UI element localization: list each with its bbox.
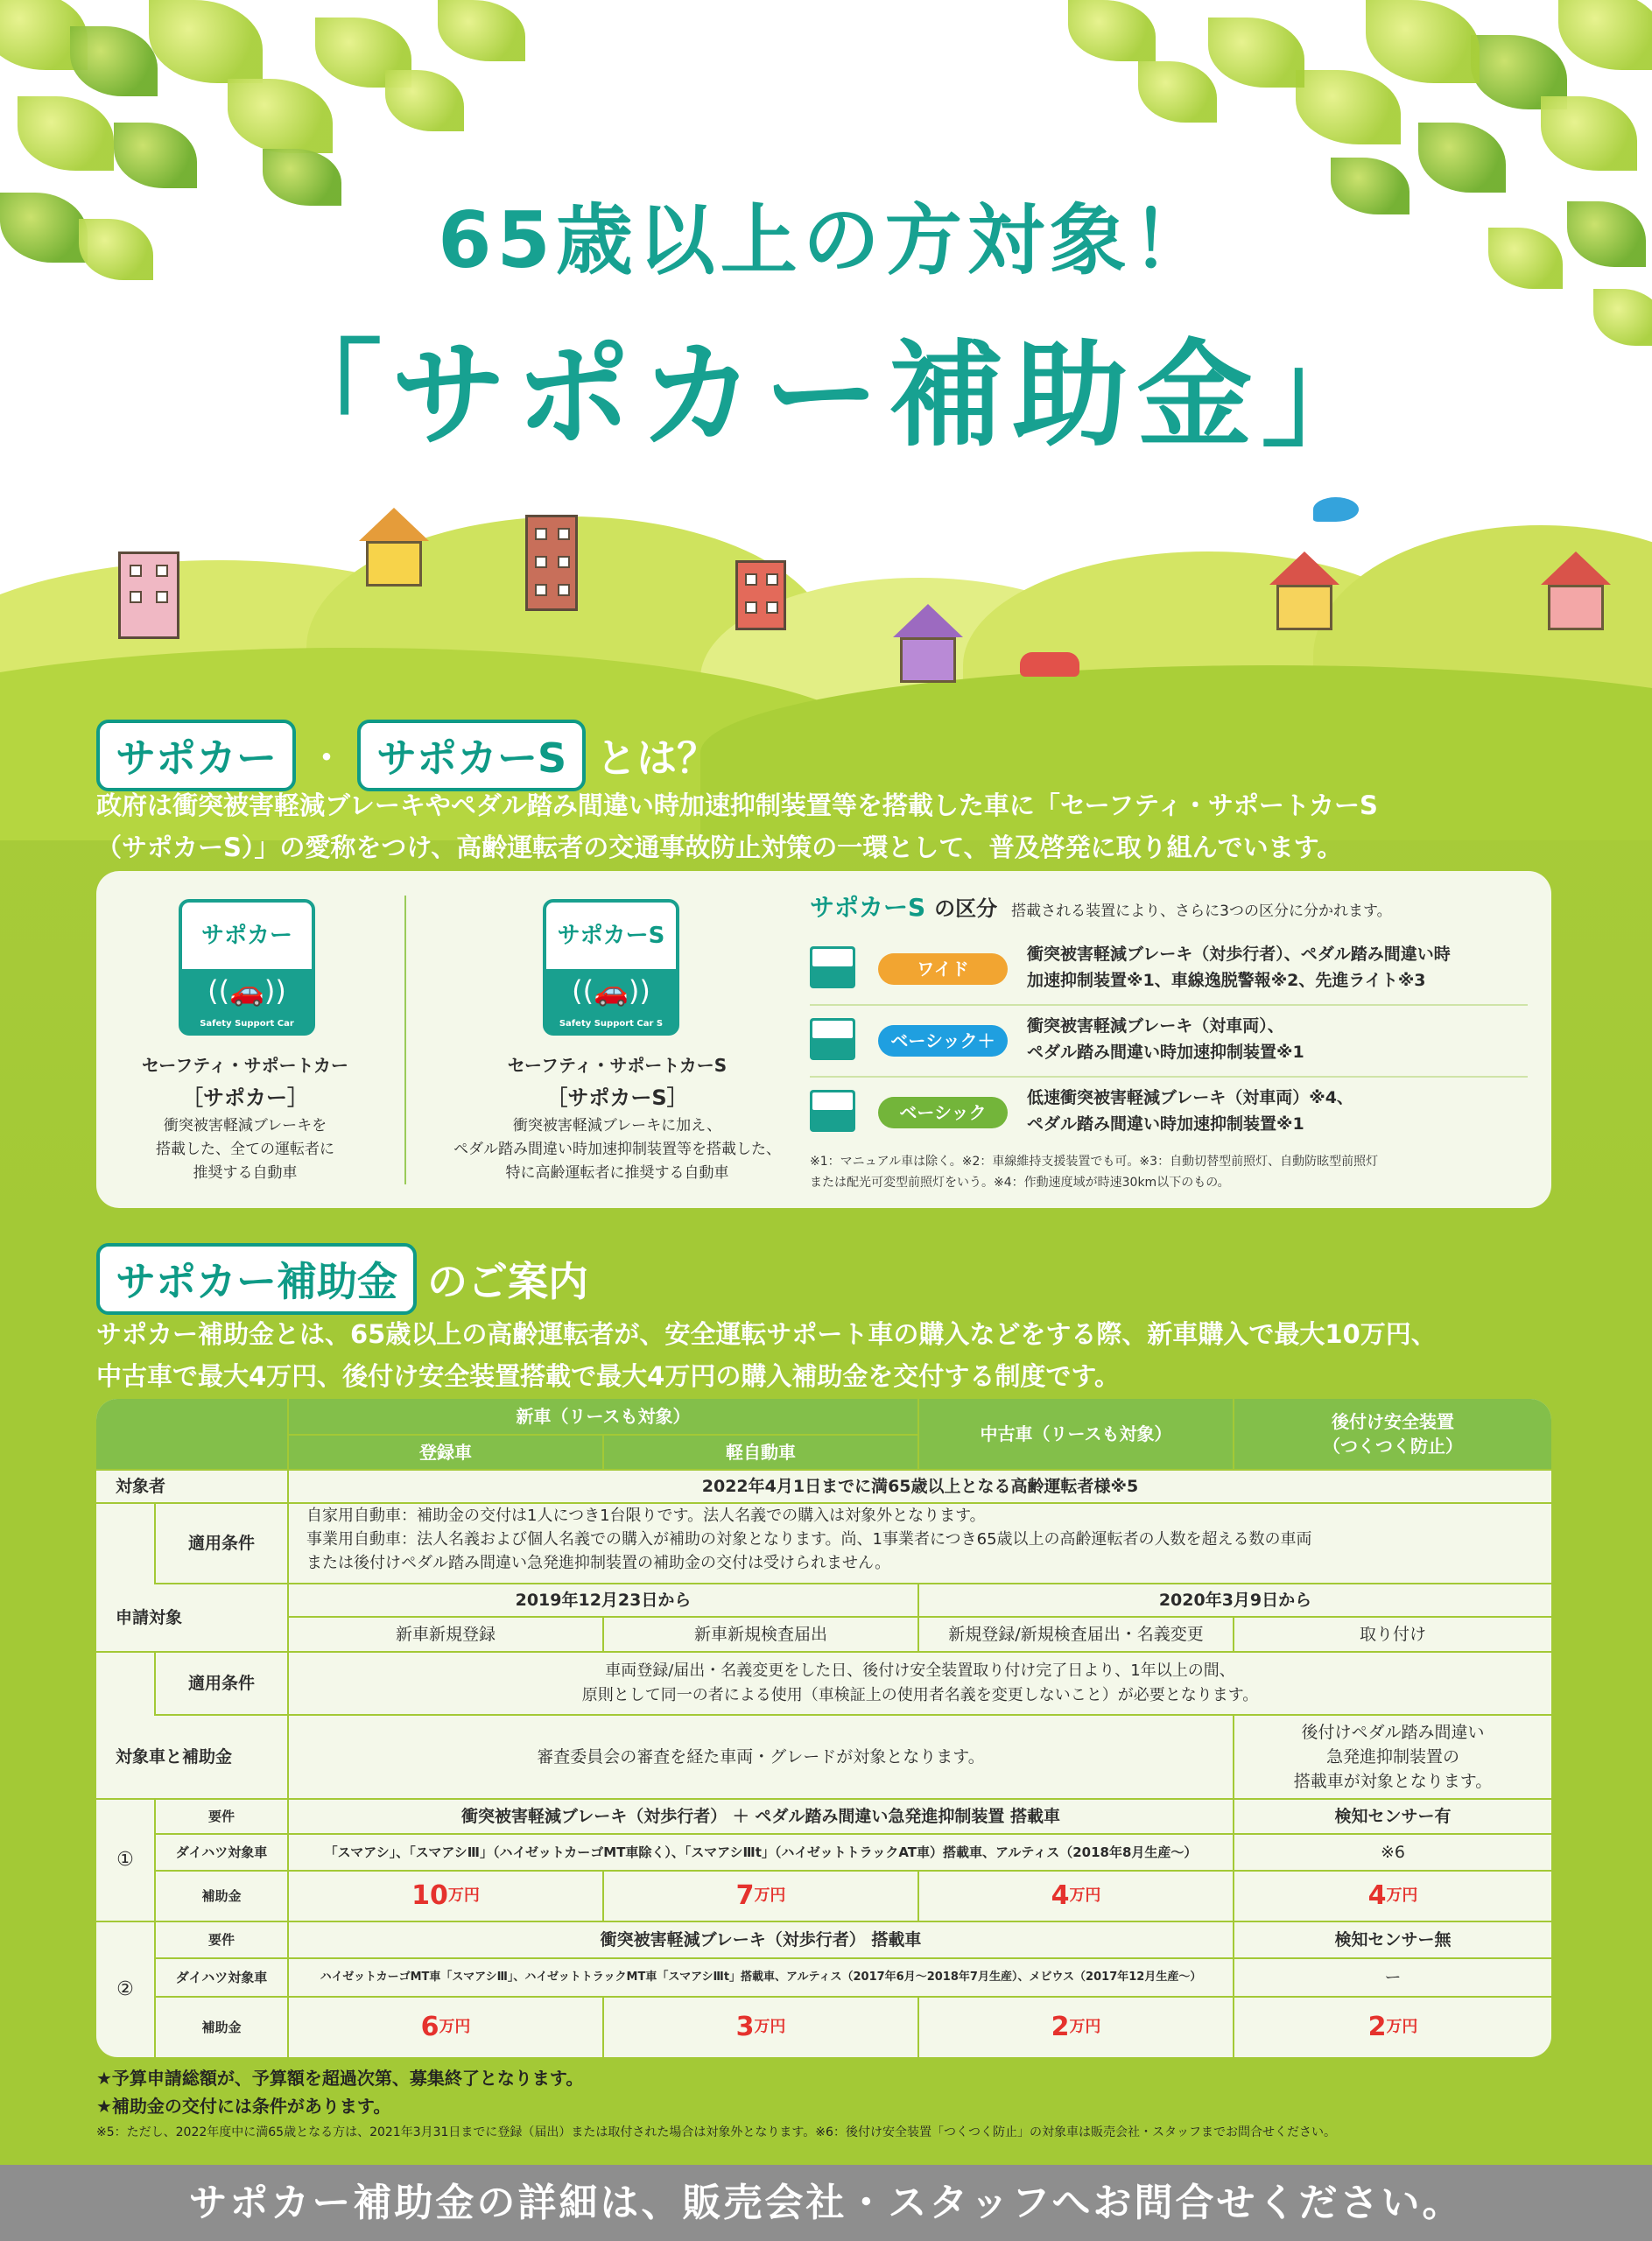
amount-value: 6 bbox=[420, 2012, 439, 2042]
badge-caption: Safety Support Car bbox=[200, 1019, 294, 1029]
sapocar-badge bbox=[179, 899, 315, 1036]
col-header-kei: 軽自動車 bbox=[604, 1436, 919, 1471]
g2-amount-label: 補助金 bbox=[156, 1998, 289, 2057]
amount-unit: 万円 bbox=[1386, 2018, 1418, 2036]
category-desc bbox=[1027, 1013, 1535, 1065]
g2-cars-label: ダイハツ対象車 bbox=[156, 1959, 289, 1998]
desc-line: 低速衝突被害軽減ブレーキ（対車両）※4、 bbox=[1027, 1088, 1353, 1107]
vehicle-value: 審査委員会の審査を経た車両・グレードが対象となります。 bbox=[289, 1716, 1234, 1800]
subsidy-logo: サポカー補助金 bbox=[96, 1243, 417, 1315]
section-guide-intro bbox=[96, 1313, 1567, 1397]
product2-name-small: セーフティ・サポートカーS bbox=[507, 1055, 728, 1076]
subsidy-table bbox=[96, 1399, 1551, 2057]
amount-value: 7 bbox=[735, 1880, 755, 1911]
desc-line: 衝突被害軽減ブレーキ（対歩行者）、ペダル踏み間違い時 bbox=[1027, 945, 1451, 964]
retrofit-line: 後付け安全装置 bbox=[1332, 1411, 1454, 1432]
category-tag: ベーシック bbox=[878, 1097, 1008, 1128]
product1-name-small: セーフティ・サポートカー bbox=[142, 1055, 348, 1076]
g2-amount-registered bbox=[289, 1998, 604, 2057]
g2-cars-retrofit: ー bbox=[1234, 1959, 1551, 1998]
amount-unit: 万円 bbox=[1386, 1886, 1418, 1905]
amount-value: 3 bbox=[735, 2012, 755, 2042]
condition-line: 事業用自動車：法人名義および個人名義での購入が補助の対象となります。尚、1事業者につき65歳以上の高齢運転者の人数を超える数の車両 bbox=[306, 1530, 1312, 1549]
section-what-is-intro bbox=[96, 784, 1567, 868]
amount-unit: 万円 bbox=[1069, 1886, 1101, 1905]
retrofit-line: 後付けペダル踏み間違い bbox=[1301, 1723, 1485, 1742]
sapocar-s-logo: サポカーS bbox=[357, 720, 586, 791]
g1-amount-registered bbox=[289, 1872, 604, 1922]
amount-value: 2 bbox=[1051, 2012, 1070, 2042]
intro-line: サポカー補助金とは、65歳以上の高齢運転者が、安全運転サポート車の購入などをする際、新車購入で最大10万円、 bbox=[96, 1319, 1437, 1349]
condition-line: 自家用自動車：補助金の交付は1人につき1台限りです。法人名義での購入は対象外となります。 bbox=[306, 1507, 986, 1525]
row-label-apply: 申請対象 bbox=[96, 1584, 289, 1653]
apply-date-new: 2019年12月23日から bbox=[289, 1584, 919, 1618]
categories-title: の区分 bbox=[934, 896, 998, 921]
amount-unit: 万円 bbox=[754, 1886, 786, 1905]
g1-amount-retrofit bbox=[1234, 1872, 1551, 1922]
g2-amount-used bbox=[919, 1998, 1234, 2057]
category-row-basic-plus bbox=[810, 1009, 1528, 1074]
indent-spacer bbox=[96, 1653, 156, 1716]
product1-name-big: ［サポカー］ bbox=[182, 1085, 308, 1110]
amount-unit: 万円 bbox=[1069, 2018, 1101, 2036]
footnote-details: ※5：ただし、2022年度中に満65歳となる方は、2021年3月31日までに登録（届出）または取付された場合は対象外となります。※6：後付け安全装置「つくつく防止」の対象車は販売会社・スタッフまでお問合せください。 bbox=[96, 2125, 1336, 2139]
product1-name bbox=[114, 1051, 376, 1111]
g2-req-retrofit: 検知センサー無 bbox=[1234, 1922, 1551, 1959]
categories-footnote bbox=[810, 1151, 1536, 1193]
desc-line: 衝突被害軽減ブレーキを bbox=[163, 1117, 327, 1135]
apply-registered: 新車新規登録 bbox=[289, 1618, 604, 1653]
footnote-budget: ★予算申請総額が、予算額を超過次第、募集終了となります。 bbox=[96, 2068, 584, 2089]
categories-subtitle: 搭載される装置により、さらに3つの区分に分かれます。 bbox=[1011, 903, 1392, 920]
mini-badge-icon bbox=[810, 946, 855, 988]
desc-line: ペダル踏み間違い時加速抑制装置等を搭載した、 bbox=[453, 1141, 781, 1158]
car-icon: ((🚗)) bbox=[572, 974, 650, 1008]
group2-number: ② bbox=[96, 1922, 156, 2057]
sapocar-info-panel bbox=[96, 871, 1551, 1208]
section-what-is-heading bbox=[96, 720, 717, 791]
apply-date-used: 2020年3月9日から bbox=[919, 1584, 1551, 1618]
g2-cars: ハイゼットカーゴMT車「スマアシⅢ」、ハイゼットトラックMT車「スマアシⅢt」搭載車、アルティス（2017年6月～2018年7月生産）、メビウス（2017年12月生産～） bbox=[289, 1959, 1234, 1998]
g1-cars: 「スマアシ」、「スマアシⅢ」（ハイゼットカーゴMT車除く）、「スマアシⅢt」（ハイゼットトラックAT車）搭載車、アルティス（2018年8月生産～） bbox=[289, 1835, 1234, 1872]
g2-req-label: 要件 bbox=[156, 1922, 289, 1959]
product2-name-big: ［サポカーS］ bbox=[546, 1085, 688, 1110]
condition-line: 車両登録/届出・名義変更をした日、後付け安全装置取り付け完了日より、1年以上の間、 bbox=[605, 1661, 1235, 1680]
section-what-is-suffix: とは？ bbox=[596, 734, 718, 782]
g2-amount-retrofit bbox=[1234, 1998, 1551, 2057]
sapocar-s-logo-small: サポカーS bbox=[810, 893, 926, 922]
row-rule bbox=[810, 1004, 1528, 1006]
desc-line: ペダル踏み間違い時加速抑制装置※1 bbox=[1027, 1043, 1304, 1062]
col-header-used: 中古車（リースも対象） bbox=[919, 1399, 1234, 1471]
g1-requirement: 衝突被害軽減ブレーキ（対歩行者） ＋ ペダル踏み間違い急発進抑制装置 搭載車 bbox=[289, 1800, 1234, 1835]
condition-text bbox=[289, 1504, 1551, 1584]
group1-number: ① bbox=[96, 1800, 156, 1922]
row-label-target: 対象者 bbox=[96, 1471, 289, 1504]
category-row-basic bbox=[810, 1081, 1528, 1146]
table-corner bbox=[96, 1399, 289, 1471]
desc-line: 特に高齢運転者に推奨する自動車 bbox=[505, 1164, 729, 1182]
condition-line: または後付けペダル踏み間違い急発進抑制装置の補助金の交付は受けられません。 bbox=[306, 1554, 891, 1572]
desc-line: 搭載した、全ての運転者に bbox=[156, 1141, 334, 1158]
apply-used: 新規登録/新規検査届出・名義変更 bbox=[919, 1618, 1234, 1653]
note-line: または配光可変型前照灯をいう。※4：作動速度域が時速30km以下のもの。 bbox=[810, 1176, 1230, 1190]
section-guide-heading bbox=[96, 1243, 588, 1315]
footnotes bbox=[96, 2064, 1585, 2143]
row-label-vehicle: 対象車と補助金 bbox=[96, 1716, 289, 1800]
mini-badge-icon bbox=[810, 1018, 855, 1060]
condition2-text bbox=[289, 1653, 1551, 1716]
col-header-new: 新車（リースも対象） bbox=[289, 1399, 919, 1436]
g1-req-label: 要件 bbox=[156, 1800, 289, 1835]
amount-value: 4 bbox=[1051, 1880, 1070, 1911]
mini-badge-icon bbox=[810, 1090, 855, 1132]
target-value: 2022年4月1日までに満65歳以上となる高齢運転者様※5 bbox=[289, 1471, 1551, 1504]
g1-amount-kei bbox=[604, 1872, 919, 1922]
product2-name bbox=[455, 1051, 779, 1111]
amount-value: 4 bbox=[1367, 1880, 1387, 1911]
headline-age: 65歳以上の方対象！ bbox=[438, 195, 1214, 285]
amount-unit: 万円 bbox=[447, 1886, 480, 1905]
g2-amount-kei bbox=[604, 1998, 919, 2057]
category-desc bbox=[1027, 941, 1535, 994]
retrofit-line: 急発進抑制装置の bbox=[1325, 1747, 1459, 1767]
row-label-condition: 適用条件 bbox=[156, 1504, 289, 1584]
category-tag: ベーシック＋ bbox=[878, 1025, 1008, 1057]
badge-label: サポカー bbox=[182, 903, 312, 969]
retrofit-line: 搭載車が対象となります。 bbox=[1293, 1772, 1493, 1791]
footnote-conditions: ★補助金の交付には条件があります。 bbox=[96, 2096, 391, 2117]
divider bbox=[404, 896, 406, 1184]
g2-requirement: 衝突被害軽減ブレーキ（対歩行者） 搭載車 bbox=[289, 1922, 1234, 1959]
note-line: ※1：マニュアル車は除く。※2：車線維持支援装置でも可。※3：自動切替型前照灯、自動防眩型前照灯 bbox=[810, 1155, 1379, 1169]
row-rule bbox=[810, 1076, 1528, 1078]
product1-desc bbox=[114, 1114, 376, 1185]
row-label-condition2: 適用条件 bbox=[156, 1653, 289, 1716]
amount-value: 10 bbox=[411, 1880, 448, 1911]
badge-label: サポカーS bbox=[546, 903, 676, 969]
amount-value: 2 bbox=[1367, 2012, 1387, 2042]
apply-retrofit: 取り付け bbox=[1234, 1618, 1551, 1653]
indent-spacer bbox=[96, 1504, 156, 1584]
category-row-wide bbox=[810, 938, 1528, 1002]
headline-program: 「サポカー補助金」 bbox=[266, 328, 1386, 463]
categories-heading bbox=[810, 889, 1392, 924]
badge-caption: Safety Support Car S bbox=[559, 1019, 664, 1029]
category-desc bbox=[1027, 1085, 1535, 1137]
desc-line: 衝突被害軽減ブレーキに加え、 bbox=[512, 1117, 722, 1135]
heading-separator: ・ bbox=[306, 734, 347, 782]
sapocar-logo: サポカー bbox=[96, 720, 296, 791]
desc-line: 加速抑制装置※1、車線逸脱警報※2、先進ライト※3 bbox=[1027, 971, 1426, 990]
desc-line: ペダル踏み間違い時加速抑制装置※1 bbox=[1027, 1114, 1304, 1134]
contact-banner: サポカー補助金の詳細は、販売会社・スタッフへお問合せください。 bbox=[0, 2165, 1652, 2241]
apply-kei: 新車新規検査届出 bbox=[604, 1618, 919, 1653]
condition-line: 原則として同一の者による使用（車検証上の使用者名義を変更しないこと）が必要となります。 bbox=[581, 1686, 1259, 1704]
intro-line: 中古車で最大4万円、後付け安全装置搭載で最大4万円の購入補助金を交付する制度です。 bbox=[96, 1361, 1121, 1391]
col-header-retrofit bbox=[1234, 1399, 1551, 1471]
desc-line: 推奨する自動車 bbox=[193, 1164, 298, 1182]
g1-amount-used bbox=[919, 1872, 1234, 1922]
intro-line: 政府は衝突被害軽減ブレーキやペダル踏み間違い時加速抑制装置等を搭載した車に「セーフティ・サポートカーS bbox=[96, 790, 1378, 820]
amount-unit: 万円 bbox=[439, 2018, 471, 2036]
g1-cars-retrofit: ※6 bbox=[1234, 1835, 1551, 1872]
vehicle-retrofit bbox=[1234, 1716, 1551, 1800]
g1-cars-label: ダイハツ対象車 bbox=[156, 1835, 289, 1872]
car-icon: ((🚗)) bbox=[207, 974, 286, 1008]
category-tag: ワイド bbox=[878, 953, 1008, 985]
section-guide-suffix: のご案内 bbox=[427, 1258, 588, 1305]
col-header-registered: 登録車 bbox=[289, 1436, 604, 1471]
amount-unit: 万円 bbox=[754, 2018, 786, 2036]
sapocar-s-badge bbox=[543, 899, 679, 1036]
intro-line: （サポカーS）」の愛称をつけ、高齢運転者の交通事故防止対策の一環として、普及啓発に取り組んでいます。 bbox=[96, 832, 1343, 862]
g1-amount-label: 補助金 bbox=[156, 1872, 289, 1922]
retrofit-line: （つくつく防止） bbox=[1323, 1436, 1463, 1457]
g1-req-retrofit: 検知センサー有 bbox=[1234, 1800, 1551, 1835]
desc-line: 衝突被害軽減ブレーキ（対車両）、 bbox=[1027, 1016, 1284, 1036]
product2-desc bbox=[442, 1114, 792, 1185]
